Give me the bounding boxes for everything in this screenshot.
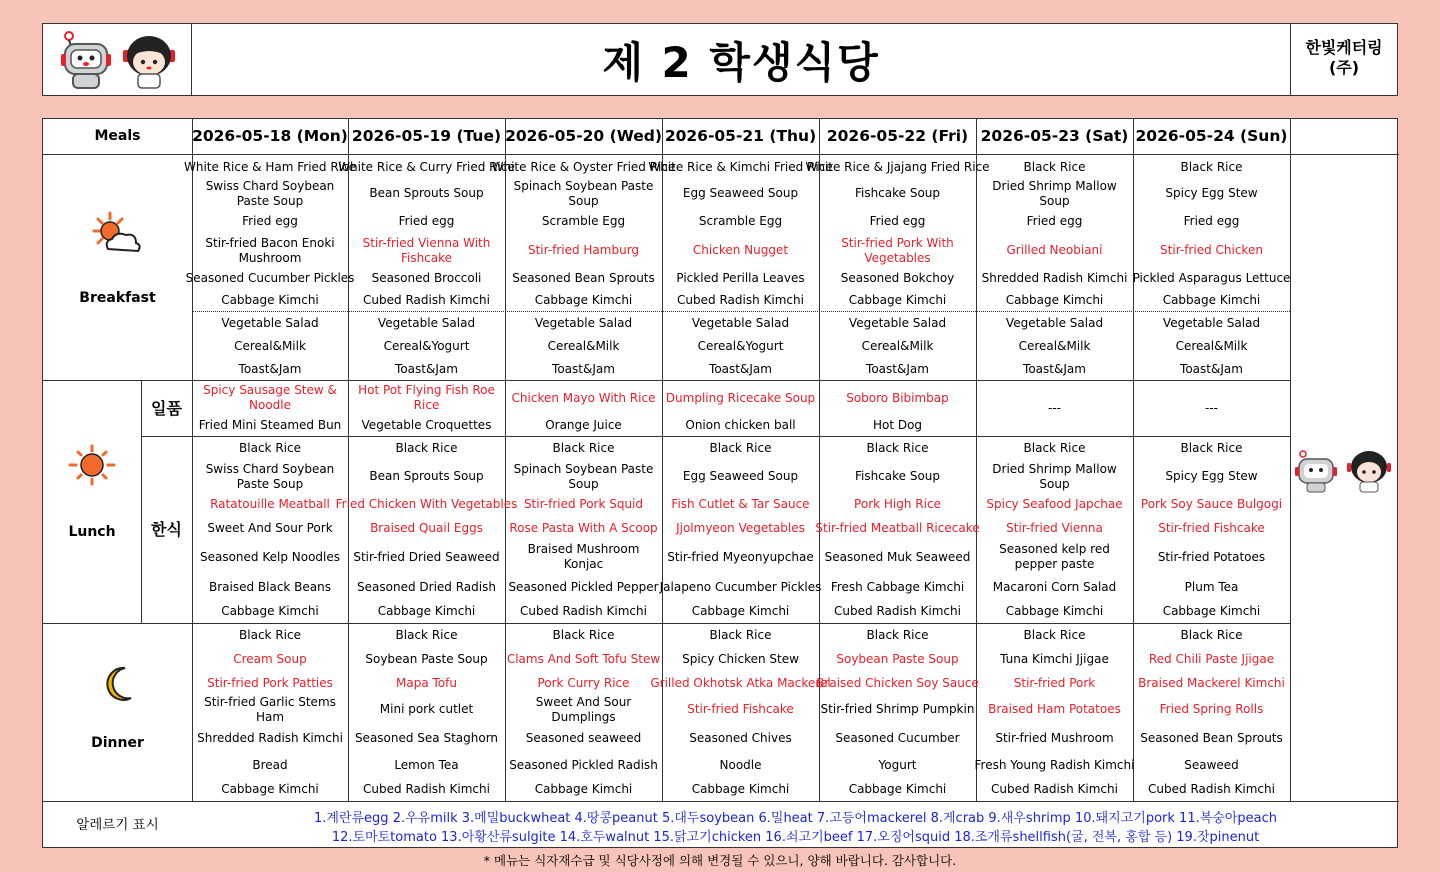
lunch-special-item: Orange Juice: [545, 418, 622, 432]
lunch-korean-item: Sweet And Sour Pork: [207, 520, 333, 535]
divider: [1290, 119, 1291, 801]
breakfast-extra-item: Vegetable Salad: [1005, 316, 1104, 330]
breakfast-extra-item: Toast&Jam: [395, 361, 458, 376]
breakfast-extra-item: Vegetable Salad: [534, 316, 633, 330]
breakfast-label: Breakfast: [79, 289, 156, 306]
dinner-item: Black Rice: [1023, 628, 1086, 642]
breakfast-extra-item: Vegetable Salad: [691, 316, 790, 330]
lunch-korean-item: Spicy Seafood Japchae: [986, 497, 1123, 511]
lunch-korean-item: Spicy Egg Stew: [1165, 469, 1258, 483]
dinner-item: Black Rice: [709, 628, 772, 642]
dinner-item: Stir-fried Garlic Stems Ham: [204, 694, 336, 724]
meals-header: Meals: [94, 128, 141, 144]
dinner-item: Braised Mackerel Kimchi: [1138, 675, 1285, 690]
breakfast-item: Dried Shrimp Mallow Soup: [992, 178, 1117, 208]
breakfast-item: Grilled Neobiani: [1006, 243, 1103, 257]
lunch-korean-item: Stir-fried Pork Squid: [523, 497, 644, 511]
breakfast-extra-item: Toast&Jam: [866, 361, 929, 376]
breakfast-item: Cubed Radish Kimchi: [363, 292, 490, 307]
breakfast-item: Pickled Perilla Leaves: [676, 270, 805, 285]
allergy-label: 알레르기 표시: [76, 816, 159, 833]
lunch-korean-item: Stir-fried Dried Seaweed: [353, 549, 500, 564]
lunch-korean-item: Spinach Soybean Paste Soup: [513, 461, 654, 491]
lunch-korean-item: Seasoned kelp red pepper paste: [999, 542, 1110, 571]
breakfast-item: Cabbage Kimchi: [534, 292, 633, 307]
breakfast-item: Fried egg: [1026, 213, 1083, 228]
dinner-item: Lemon Tea: [394, 757, 459, 772]
dinner-item: Braised Chicken Soy Sauce: [816, 675, 979, 690]
breakfast-extra-item: Cereal&Milk: [547, 339, 620, 353]
breakfast-extra-item: Vegetable Salad: [1162, 316, 1261, 330]
lunch-special-item: ---: [1048, 401, 1061, 415]
dinner-item: Bread: [252, 757, 288, 772]
breakfast-extra-item: Toast&Jam: [238, 361, 302, 376]
dinner-item: Cubed Radish Kimchi: [991, 781, 1118, 796]
breakfast-item: Seasoned Cucumber Pickles: [185, 270, 355, 285]
dinner-item: Seasoned Pickled Radish: [509, 757, 658, 772]
breakfast-item: Seasoned Bean Sprouts: [512, 270, 655, 285]
dinner-item: Cubed Radish Kimchi: [363, 781, 490, 796]
lunch-korean-item: Bean Sprouts Soup: [369, 469, 484, 483]
mascot-robot-icon: [57, 28, 115, 90]
lunch-korean-item: Macaroni Corn Salad: [992, 579, 1117, 594]
lunch-korean-item: Cabbage Kimchi: [1005, 604, 1104, 618]
dinner-item: Stir-fried Mushroom: [995, 731, 1114, 745]
breakfast-extra-item: Cereal&Yogurt: [697, 339, 784, 353]
lunch-korean-item: Black Rice: [552, 441, 615, 455]
breakfast-extra-item: Toast&Jam: [709, 361, 772, 376]
lunch-korean-item: Black Rice: [1023, 441, 1086, 455]
dinner-item: Fresh Young Radish Kimchi: [974, 757, 1135, 772]
breakfast-item: Stir-fried Bacon Enoki Mushroom: [205, 235, 335, 265]
breakfast-item: Fried egg: [869, 213, 926, 228]
dinner-item: Stir-fried Pork: [1013, 675, 1096, 690]
lunch-korean-item: Plum Tea: [1184, 579, 1239, 594]
dinner-item: Cabbage Kimchi: [691, 781, 790, 796]
breakfast-item: Fried egg: [1183, 213, 1240, 228]
dinner-item: Tuna Kimchi Jjigae: [1000, 651, 1109, 666]
lunch-korean-item: Ratatouille Meatball: [210, 497, 330, 511]
lunch-korean-item: Cabbage Kimchi: [221, 604, 319, 618]
breakfast-extra-item: Cereal&Yogurt: [383, 339, 470, 353]
lunch-korean-item: Black Rice: [709, 441, 772, 455]
page-title: 제 2 학생식당: [602, 37, 880, 87]
breakfast-item: Cabbage Kimchi: [848, 292, 947, 307]
lunch-special-item: Fried Mini Steamed Bun: [198, 418, 342, 432]
lunch-special-item: Hot Dog: [872, 418, 923, 432]
breakfast-item: White Rice & Curry Fried Rice: [338, 159, 515, 174]
lunch-korean-item: Black Rice: [866, 441, 929, 455]
breakfast-item: White Rice & Ham Fried Rice: [184, 159, 356, 174]
dinner-item: Seasoned Sea Staghorn: [354, 731, 499, 745]
mascot-girl-icon: [121, 32, 177, 90]
dinner-item: Soybean Paste Soup: [365, 651, 488, 666]
dinner-item: Spicy Chicken Stew: [682, 651, 799, 666]
lunch-korean-item: Pork Soy Sauce Bulgogi: [1140, 497, 1283, 511]
lunch-korean-item: Pork High Rice: [854, 497, 941, 511]
breakfast-item: Bean Sprouts Soup: [369, 186, 484, 200]
footer-note: * 메뉴는 식자재수급 및 식당사정에 의해 변경될 수 있으니, 양해 바랍니다. 감사합니다.: [483, 853, 957, 868]
dinner-item: Seasoned seaweed: [525, 731, 642, 745]
dinner-item: Stir-fried Shrimp Pumpkin: [820, 702, 975, 716]
allergy-list-line1: 1.계란류egg 2.우유milk 3.메밀buckwheat 4.땅콩peanut 5.대두soybean 6.밀heat 7.고등어mackerel 8.게crab 9.새우shrimp 10.돼지고기pork 11.복숭아peach: [313, 811, 1278, 826]
dinner-item: Black Rice: [552, 628, 615, 642]
breakfast-item: Pickled Asparagus Lettuce: [1132, 270, 1291, 285]
breakfast-item: Cabbage Kimchi: [1162, 292, 1261, 307]
lunch-korean-item: Jalapeno Cucumber Pickles: [659, 579, 822, 594]
dinner-item: Soybean Paste Soup: [836, 651, 959, 666]
lunch-korean-item: Stir-fried Fishcake: [1158, 520, 1265, 535]
breakfast-item: Stir-fried Pork With Vegetables: [841, 235, 954, 265]
dinner-item: Mini pork cutlet: [379, 702, 474, 716]
dinner-item: Black Rice: [239, 628, 301, 642]
moon-icon: [101, 664, 137, 704]
lunch-korean-item: Braised Quail Eggs: [370, 520, 483, 535]
lunch-korean-label: 한식: [151, 520, 182, 539]
dinner-item: Cubed Radish Kimchi: [1148, 781, 1275, 796]
breakfast-item: Fried egg: [398, 213, 455, 228]
lunch-korean-item: Fresh Cabbage Kimchi: [830, 579, 965, 594]
lunch-special-item: Vegetable Croquettes: [361, 418, 492, 432]
breakfast-item: Black Rice: [1023, 159, 1086, 174]
lunch-special-label: 일품: [151, 398, 182, 418]
breakfast-item: Fried egg: [242, 213, 298, 228]
breakfast-extra-item: Cereal&Milk: [861, 339, 934, 353]
dinner-item: Stir-fried Pork Patties: [207, 675, 333, 690]
lunch-korean-item: Jjolmyeon Vegetables: [676, 520, 805, 535]
lunch-korean-item: Cabbage Kimchi: [1162, 604, 1261, 618]
breakfast-extra-item: Toast&Jam: [1180, 361, 1243, 376]
dinner-item: Red Chili Paste Jjigae: [1148, 651, 1275, 666]
dinner-item: Fried Spring Rolls: [1159, 702, 1264, 716]
lunch-korean-item: Braised Black Beans: [208, 579, 332, 594]
breakfast-item: Cubed Radish Kimchi: [677, 292, 804, 307]
lunch-korean-item: Cubed Radish Kimchi: [834, 604, 961, 618]
date-header: 2026-05-21 (Thu): [664, 127, 817, 145]
lunch-korean-item: Cubed Radish Kimchi: [520, 604, 647, 618]
breakfast-item: Swiss Chard Soybean Paste Soup: [205, 178, 335, 208]
breakfast-extra-item: Cereal&Milk: [1018, 339, 1091, 353]
breakfast-item: White Rice & Oyster Fried Rice: [491, 159, 676, 174]
lunch-special-item: Spicy Sausage Stew & Noodle: [203, 383, 337, 412]
dinner-item: Black Rice: [395, 628, 458, 642]
breakfast-item: White Rice & Jjajang Fried Rice: [805, 159, 990, 174]
lunch-korean-item: Seasoned Kelp Noodles: [199, 549, 341, 564]
dinner-item: Mapa Tofu: [396, 675, 457, 690]
dinner-item: Shredded Radish Kimchi: [197, 731, 343, 745]
lunch-korean-item: Rose Pasta With A Scoop: [509, 520, 658, 535]
date-header: 2026-05-19 (Tue): [351, 127, 502, 145]
sun-cloud-icon: [90, 211, 146, 257]
divider: [141, 380, 142, 623]
dinner-item: Black Rice: [1180, 628, 1243, 642]
dinner-item: Seaweed: [1184, 757, 1239, 772]
lunch-korean-item: Stir-fried Myeonyupchae: [667, 549, 814, 564]
breakfast-extra-item: Toast&Jam: [1023, 361, 1086, 376]
breakfast-item: Scramble Egg: [698, 213, 783, 228]
breakfast-item: Chicken Nugget: [692, 243, 789, 257]
lunch-korean-item: Swiss Chard Soybean Paste Soup: [205, 461, 335, 491]
breakfast-item: Stir-fried Vienna With Fishcake: [362, 235, 491, 265]
lunch-special-item: Dumpling Ricecake Soup: [665, 390, 816, 405]
breakfast-extra-item: Vegetable Salad: [221, 316, 319, 330]
breakfast-item: Spicy Egg Stew: [1165, 186, 1258, 200]
lunch-korean-item: Cabbage Kimchi: [691, 604, 790, 618]
breakfast-extra-item: Vegetable Salad: [848, 316, 947, 330]
breakfast-extra-item: Cereal&Milk: [1175, 339, 1248, 353]
lunch-korean-item: Black Rice: [395, 441, 458, 455]
lunch-korean-item: Dried Shrimp Mallow Soup: [992, 461, 1117, 491]
breakfast-item: Scramble Egg: [541, 213, 626, 228]
dinner-item: Braised Ham Potatoes: [988, 702, 1121, 716]
weekly-menu-table: [42, 118, 1398, 848]
lunch-korean-item: Stir-fried Vienna: [1006, 520, 1103, 535]
lunch-special-item: Chicken Mayo With Rice: [511, 390, 656, 405]
lunch-korean-item: Cabbage Kimchi: [377, 604, 476, 618]
lunch-korean-item: Stir-fried Meatball Ricecake: [815, 520, 980, 535]
breakfast-item: Black Rice: [1180, 159, 1243, 174]
breakfast-item: Seasoned Bokchoy: [840, 270, 955, 285]
breakfast-extra-item: Toast&Jam: [552, 361, 615, 376]
breakfast-extra-item: Vegetable Salad: [377, 316, 476, 330]
dinner-item: Yogurt: [878, 757, 917, 772]
dinner-item: Grilled Okhotsk Atka Mackerel: [650, 675, 831, 690]
dinner-item: Noodle: [719, 757, 762, 772]
dinner-item: Seasoned Chives: [689, 731, 792, 745]
company-name: [1290, 24, 1397, 95]
lunch-korean-item: Seasoned Pickled Pepper: [508, 579, 659, 594]
breakfast-item: Stir-fried Hamburg: [527, 243, 640, 257]
header-bar: [42, 23, 1398, 96]
lunch-korean-item: Black Rice: [1180, 441, 1243, 455]
company-name-line1: 한빛케터링: [1305, 38, 1383, 57]
dinner-item: Sweet And Sour Dumplings: [535, 694, 632, 724]
date-header: 2026-05-20 (Wed): [505, 127, 662, 145]
lunch-korean-item: Fried Chicken With Vegetables: [335, 497, 518, 511]
allergy-list-line2: 12.토마토tomato 13.아황산류sulgite 14.호두walnut 15.닭고기chicken 16.쇠고기beef 17.오징어squid 18.조개류shellfish(굴, 전복, 홍합 등) 19.잣pinenut: [331, 830, 1260, 845]
date-header: 2026-05-23 (Sat): [980, 127, 1129, 145]
date-header: 2026-05-24 (Sun): [1135, 127, 1288, 145]
dinner-item: Clams And Soft Tofu Stew: [506, 651, 661, 666]
dinner-item: Cabbage Kimchi: [221, 781, 319, 796]
lunch-korean-item: Fishcake Soup: [854, 469, 941, 483]
lunch-korean-item: Braised Mushroom Konjac: [527, 542, 640, 571]
date-header: 2026-05-22 (Fri): [826, 127, 969, 145]
lunch-special-item: Soboro Bibimbap: [846, 390, 949, 405]
lunch-korean-item: Black Rice: [239, 441, 301, 455]
lunch-special-item: ---: [1205, 401, 1218, 415]
lunch-korean-item: Seasoned Dried Radish: [357, 579, 496, 594]
breakfast-item: Egg Seaweed Soup: [682, 186, 799, 200]
dinner-item: Seasoned Cucumber: [835, 731, 960, 745]
dinner-label: Dinner: [91, 734, 144, 751]
divider: [43, 801, 1399, 802]
lunch-label: Lunch: [68, 523, 116, 540]
dinner-item: Cream Soup: [233, 651, 307, 666]
sun-icon: [66, 444, 118, 486]
lunch-special-item: Onion chicken ball: [685, 418, 796, 432]
date-header: 2026-05-18 (Mon): [192, 127, 348, 145]
dinner-item: Seasoned Bean Sprouts: [1140, 731, 1283, 745]
breakfast-item: Stir-fried Chicken: [1160, 243, 1263, 257]
dinner-item: Cabbage Kimchi: [848, 781, 947, 796]
breakfast-item: White Rice & Kimchi Fried Rice: [648, 159, 833, 174]
mascot-pair-icon: [1293, 449, 1397, 493]
breakfast-item: Spinach Soybean Paste Soup: [513, 178, 654, 208]
breakfast-item: Cabbage Kimchi: [221, 292, 319, 307]
dinner-item: Cabbage Kimchi: [534, 781, 633, 796]
lunch-korean-item: Stir-fried Potatoes: [1157, 549, 1266, 564]
lunch-korean-item: Seasoned Muk Seaweed: [824, 549, 971, 564]
dinner-item: Pork Curry Rice: [537, 675, 630, 690]
company-name-line2: (주): [1328, 58, 1360, 77]
lunch-korean-item: Fish Cutlet & Tar Sauce: [671, 497, 810, 511]
breakfast-item: Cabbage Kimchi: [1005, 292, 1104, 307]
mascot-logo-cell: [43, 24, 192, 95]
dinner-item: Stir-fried Fishcake: [687, 702, 794, 716]
breakfast-item: Seasoned Broccoli: [371, 270, 482, 285]
breakfast-extra-item: Cereal&Milk: [234, 339, 306, 353]
lunch-korean-item: Egg Seaweed Soup: [682, 469, 799, 483]
dinner-item: Black Rice: [866, 628, 929, 642]
breakfast-item: Shredded Radish Kimchi: [981, 270, 1128, 285]
lunch-special-item: Hot Pot Flying Fish Roe Rice: [358, 383, 495, 412]
breakfast-item: Fishcake Soup: [854, 186, 941, 200]
